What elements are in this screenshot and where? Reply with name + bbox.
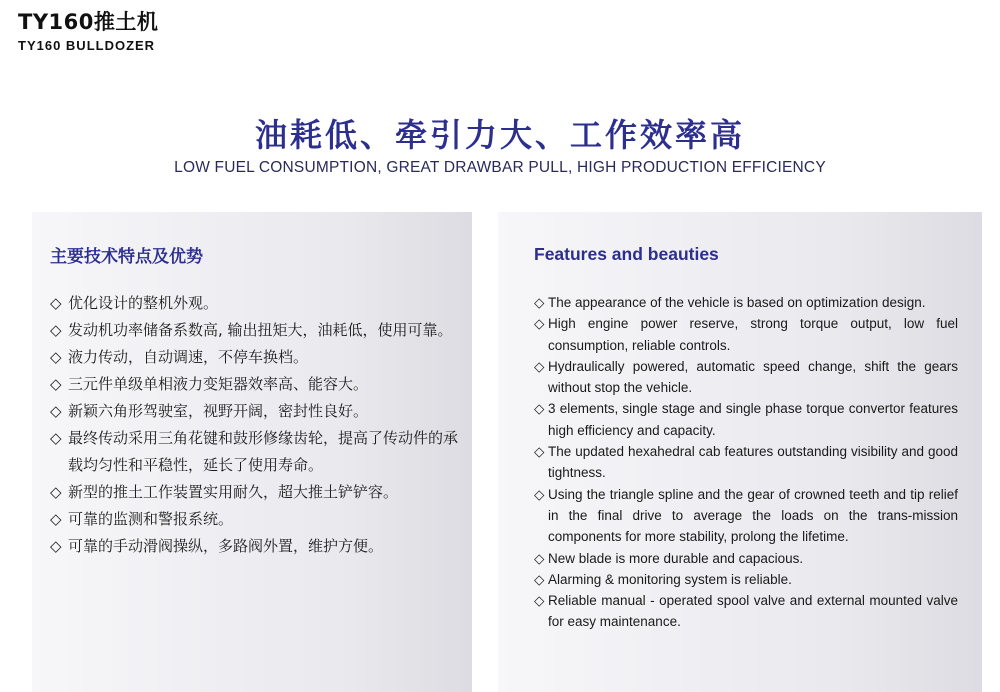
diamond-bullet-icon: ◇ xyxy=(50,321,62,339)
list-item-text: Alarming & monitoring system is reliable. xyxy=(548,571,792,587)
diamond-bullet-icon: ◇ xyxy=(50,429,62,447)
list-item xyxy=(50,425,470,479)
list-item xyxy=(50,479,470,506)
list-item xyxy=(534,398,958,441)
list-item xyxy=(534,441,958,484)
panel-title-cn: 主要技术特点及优势 xyxy=(50,247,203,267)
list-item-text: 三元件单级单相液力变矩器效率高、能容大。 xyxy=(68,375,369,393)
list-item-text: Hydraulically powered, automatic speed change, shift the gears without stop the vehicle. xyxy=(548,358,958,396)
list-item-text: Reliable manual - operated spool valve and external mounted valve for easy maintenance. xyxy=(548,593,958,630)
brand-header xyxy=(18,6,158,53)
product-title-cn: TY160推土机 xyxy=(18,10,159,34)
list-item-text: 发动机功率储备系数高, 输出扭矩大，油耗低，使用可靠。 xyxy=(68,321,453,339)
list-item xyxy=(50,506,470,533)
diamond-bullet-icon: ◇ xyxy=(534,295,545,310)
list-item xyxy=(50,290,470,317)
list-item xyxy=(534,313,958,356)
list-item-text: 最终传动采用三角花键和鼓形修缘齿轮，提高了传动件的承载均匀性和平稳性，延长了使用寿命。 xyxy=(68,429,459,474)
feature-list-cn xyxy=(50,290,470,560)
list-item xyxy=(50,398,470,425)
list-item xyxy=(534,569,958,590)
list-item-text: 可靠的手动滑阀操纵，多路阀外置，维护方便。 xyxy=(68,537,384,555)
diamond-bullet-icon: ◇ xyxy=(534,401,545,417)
panel-title-en: Features and beauties xyxy=(534,244,719,264)
diamond-bullet-icon: ◇ xyxy=(50,483,62,501)
list-item-text: 优化设计的整机外观。 xyxy=(68,294,219,312)
list-item-text: New blade is more durable and capacious. xyxy=(548,550,804,566)
list-item xyxy=(50,317,470,344)
features-panel-en xyxy=(498,212,982,692)
diamond-bullet-icon: ◇ xyxy=(50,402,62,420)
diamond-bullet-icon: ◇ xyxy=(50,510,62,528)
list-item-text: High engine power reserve, strong torque output, low fuel consumption, reliable controls. xyxy=(548,316,958,353)
diamond-bullet-icon: ◇ xyxy=(534,358,545,374)
diamond-bullet-icon: ◇ xyxy=(534,550,545,566)
feature-list-en xyxy=(534,292,958,633)
list-item-text: 新颖六角形驾驶室，视野开阔，密封性良好。 xyxy=(68,402,369,420)
list-item xyxy=(50,371,470,398)
list-item xyxy=(50,344,470,371)
list-item xyxy=(50,533,470,560)
list-item xyxy=(534,548,958,569)
diamond-bullet-icon: ◇ xyxy=(50,294,62,312)
diamond-bullet-icon: ◇ xyxy=(50,375,62,393)
diamond-bullet-icon: ◇ xyxy=(534,593,545,609)
list-item-text: 3 elements, single stage and single phase torque convertor features high efficiency and capacity. xyxy=(548,401,958,438)
diamond-bullet-icon: ◇ xyxy=(534,316,545,332)
list-item-text: 可靠的监测和警报系统。 xyxy=(68,510,234,528)
list-item xyxy=(534,292,958,313)
diamond-bullet-icon: ◇ xyxy=(50,537,62,555)
list-item-text: Using the triangle spline and the gear of crowned teeth and tip relief in the final drive to average the loads on the trans-mission components for more stability, prolong the lifetime. xyxy=(548,486,958,545)
product-title-en: TY160 BULLDOZER xyxy=(18,38,156,53)
list-item-text: The appearance of the vehicle is based on optimization design. xyxy=(548,295,926,310)
diamond-bullet-icon: ◇ xyxy=(534,571,545,587)
diamond-bullet-icon: ◇ xyxy=(534,486,545,502)
list-item-text: The updated hexahedral cab features outstanding visibility and good tightness. xyxy=(548,444,958,481)
features-panel-cn xyxy=(32,212,472,692)
diamond-bullet-icon: ◇ xyxy=(50,348,62,366)
headline-en: LOW FUEL CONSUMPTION, GREAT DRAWBAR PULL, HIGH PRODUCTION EFFICIENCY xyxy=(174,159,826,176)
list-item-text: 液力传动，自动调速，不停车换档。 xyxy=(68,348,309,366)
list-item xyxy=(534,356,958,399)
list-item xyxy=(534,484,958,548)
list-item-text: 新型的推土工作装置实用耐久，超大推土铲铲容。 xyxy=(68,483,399,501)
list-item xyxy=(534,590,958,633)
headline-cn: 油耗低、牵引力大、工作效率高 xyxy=(254,116,745,154)
diamond-bullet-icon: ◇ xyxy=(534,444,545,460)
